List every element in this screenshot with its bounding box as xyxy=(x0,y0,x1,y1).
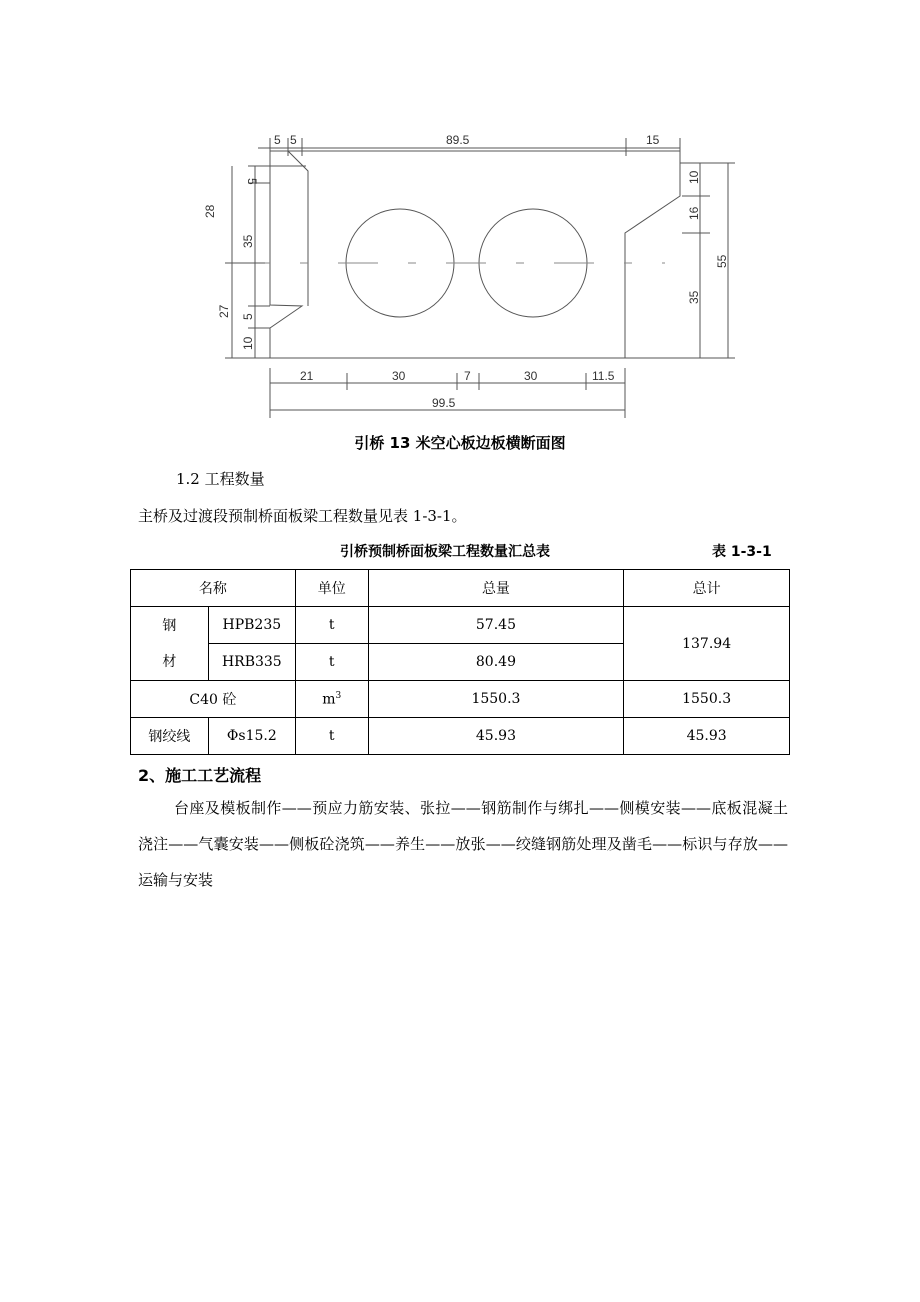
concrete-unit-sup: 3 xyxy=(335,690,342,701)
concrete-unit-base: m xyxy=(322,691,336,708)
header-unit: 单位 xyxy=(295,570,368,607)
steel-amount-2: 80.49 xyxy=(368,644,624,681)
dim-left-35: 35 xyxy=(241,234,255,248)
section-heading-2: 2、施工工艺流程 xyxy=(138,766,262,785)
dim-left-5-top: 5 xyxy=(245,178,259,185)
dim-left-5-bot: 5 xyxy=(241,313,255,320)
table-row xyxy=(131,681,790,718)
cross-section-drawing xyxy=(203,128,750,418)
dim-left-28: 28 xyxy=(203,204,217,218)
dim-bot-7: 7 xyxy=(464,369,471,383)
dim-bot-30a: 30 xyxy=(392,369,406,383)
steel-unit-2: t xyxy=(295,644,368,681)
cross-section-svg xyxy=(203,128,750,418)
concrete-name: C40 砼 xyxy=(131,681,296,718)
concrete-unit xyxy=(295,681,368,718)
dim-bot-total: 99.5 xyxy=(432,396,456,410)
table-header-row xyxy=(131,570,790,607)
strand-unit: t xyxy=(295,718,368,755)
dim-top-mid: 89.5 xyxy=(446,133,470,147)
table-row xyxy=(131,607,790,644)
strand-name: 钢绞线 xyxy=(131,718,209,755)
process-flow-paragraph: 台座及模板制作——预应力筋安装、张拉——钢筋制作与绑扎——侧模安装——底板混凝土浇注——气囊安装——侧板砼浇筑——养生——放张——绞缝钢筋处理及凿毛——标识与存放——运输与安装 xyxy=(138,799,788,889)
dim-bot-21: 21 xyxy=(300,369,314,383)
intro-paragraph: 主桥及过渡段预制桥面板梁工程数量见表 1-3-1。 xyxy=(138,507,467,525)
table-label: 表 1-3-1 xyxy=(712,544,772,560)
dim-right-16: 16 xyxy=(687,206,701,220)
table-title: 引桥预制桥面板梁工程数量汇总表 xyxy=(340,544,550,560)
concrete-total: 1550.3 xyxy=(624,681,790,718)
header-total: 总计 xyxy=(624,570,790,607)
steel-amount-1: 57.45 xyxy=(368,607,624,644)
quantity-table xyxy=(130,569,790,755)
slab-outline xyxy=(270,151,680,358)
slab-left-edge xyxy=(288,151,308,306)
strand-sub: Φs15.2 xyxy=(208,718,295,755)
steel-sub-1: HPB235 xyxy=(208,607,295,644)
dim-bot-30b: 30 xyxy=(524,369,538,383)
steel-label-2: 材 xyxy=(162,653,177,670)
strand-total: 45.93 xyxy=(624,718,790,755)
steel-category xyxy=(131,607,209,681)
header-amount: 总量 xyxy=(368,570,624,607)
concrete-amount: 1550.3 xyxy=(368,681,624,718)
steel-total: 137.94 xyxy=(624,607,790,681)
figure-caption: 引桥 13 米空心板边板横断面图 xyxy=(354,434,566,452)
dim-left-27: 27 xyxy=(217,304,231,318)
steel-unit-1: t xyxy=(295,607,368,644)
steel-sub-2: HRB335 xyxy=(208,644,295,681)
header-name: 名称 xyxy=(131,570,296,607)
dim-right-55: 55 xyxy=(715,254,729,268)
strand-amount: 45.93 xyxy=(368,718,624,755)
dim-bot-11-5: 11.5 xyxy=(592,369,615,383)
dim-top-right: 15 xyxy=(646,133,660,147)
steel-label-1: 钢 xyxy=(162,617,177,634)
dim-right-10: 10 xyxy=(687,170,701,184)
dim-left-10: 10 xyxy=(241,336,255,350)
dim-right-35: 35 xyxy=(687,290,701,304)
dim-top-a: 5 xyxy=(274,133,281,147)
dim-top-b: 5 xyxy=(290,133,297,147)
section-heading-1-2: 1.2 工程数量 xyxy=(176,470,265,488)
table-row xyxy=(131,718,790,755)
